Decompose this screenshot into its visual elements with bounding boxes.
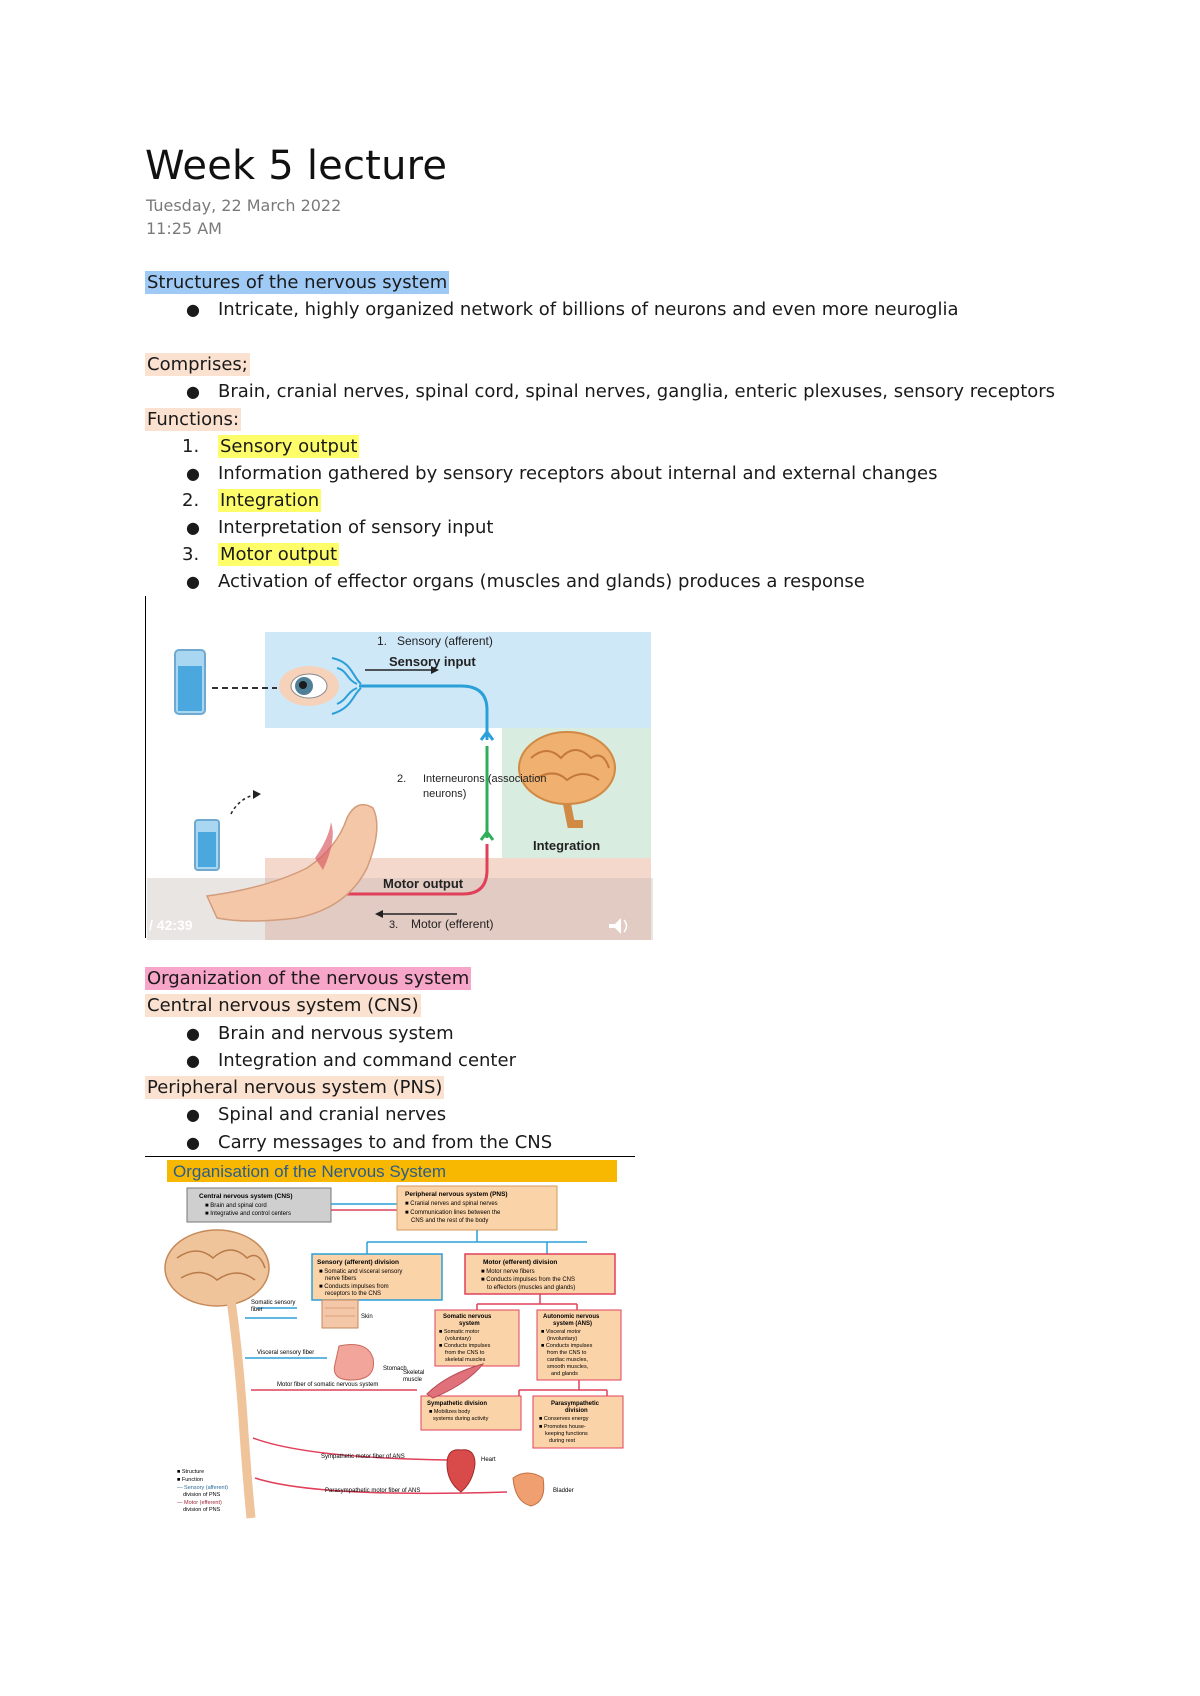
autonomic-box-line-6: smooth muscles, xyxy=(547,1364,589,1370)
cns-heading xyxy=(145,993,421,1019)
autonomic-box-line-2: (involuntary) xyxy=(547,1336,578,1342)
water-glass-icon xyxy=(175,650,205,714)
somatic-fiber-label: Somatic sensory xyxy=(251,1300,296,1306)
function-3-detail: Activation of effector organs (muscles and glands) produces a response xyxy=(218,571,865,592)
bullet-dot: ● xyxy=(186,1024,200,1043)
step1-number: 1. xyxy=(377,634,388,648)
sensory-box-line-4: receptors to the CNS xyxy=(325,1291,382,1297)
pns-box-line-2: ■ Communication lines between the xyxy=(405,1210,501,1216)
bullet-dot: ● xyxy=(186,518,200,537)
motor-box-line-1: ■ Motor nerve fibers xyxy=(481,1269,535,1275)
functions-heading-text: Functions: xyxy=(147,409,240,430)
sensory-box-line-3: ■ Conducts impulses from xyxy=(319,1284,389,1290)
function-1-detail: Information gathered by sensory receptors about internal and external changes xyxy=(218,463,938,484)
eye-icon xyxy=(279,666,339,706)
pns-box-line-3: CNS and the rest of the body xyxy=(411,1218,489,1224)
motor-somatic-label: Motor fiber of somatic nervous system xyxy=(277,1382,379,1388)
step2-number: 2. xyxy=(397,773,407,785)
motor-box-line-3: to effectors (muscles and glands) xyxy=(487,1285,576,1291)
bullet-dot: ● xyxy=(186,300,200,319)
insertion-cursor-line xyxy=(145,596,146,938)
pns-heading-text: Peripheral nervous system (PNS) xyxy=(147,1077,443,1098)
pns-box-line-1: ■ Cranial nerves and spinal nerves xyxy=(405,1201,498,1207)
bullet-dot: ● xyxy=(186,1133,200,1152)
somatic-box-line-5: skeletal muscles xyxy=(445,1357,486,1363)
sympathetic-box-line-1: ■ Mobilizes body xyxy=(429,1409,471,1415)
heart-label: Heart xyxy=(481,1457,496,1463)
skin-label: Skin xyxy=(361,1314,373,1320)
motor-output-label: Motor output xyxy=(383,876,464,891)
legend-line-4: division of PNS xyxy=(183,1492,221,1498)
stomach-label: Stomach xyxy=(383,1366,407,1372)
somatic-box-line-3: ■ Conducts impulses xyxy=(439,1343,491,1349)
held-glass-icon xyxy=(195,820,219,870)
autonomic-box-line-4: from the CNS to xyxy=(547,1350,587,1356)
cns-box-line-1: ■ Brain and spinal cord xyxy=(205,1203,267,1209)
somatic-box-title: Somatic nervous xyxy=(443,1314,492,1320)
bullet-dot: ● xyxy=(186,464,200,483)
motor-box-line-2: ■ Conducts impulses from the CNS xyxy=(481,1277,575,1283)
motor-efferent-label: Motor (efferent) xyxy=(411,917,494,931)
bullet-dot: ● xyxy=(186,572,200,591)
cns-box-line-2: ■ Integrative and control centers xyxy=(205,1211,292,1217)
pns-bullet-2: Carry messages to and from the CNS xyxy=(218,1132,553,1153)
sympathetic-box-title: Sympathetic division xyxy=(427,1401,488,1407)
autonomic-box-title-2: system (ANS) xyxy=(553,1321,593,1327)
function-2-number: 2. xyxy=(182,490,200,511)
video-frame[interactable] xyxy=(147,618,653,940)
parasympathetic-box-line-1: ■ Conserves energy xyxy=(539,1416,589,1422)
visceral-fiber-label: Visceral sensory fiber xyxy=(257,1350,315,1356)
sensory-box-line-2: nerve fibers xyxy=(325,1276,357,1282)
bullet-dot: ● xyxy=(186,1105,200,1124)
autonomic-box-line-5: cardiac muscles, xyxy=(547,1357,588,1363)
autonomic-box-title: Autonomic nervous xyxy=(543,1314,600,1320)
bladder-label: Bladder xyxy=(553,1488,574,1494)
skeletal-label: Skeletal xyxy=(403,1370,425,1376)
organisation-diagram xyxy=(147,1158,637,1534)
interneurons-label-2: neurons) xyxy=(423,788,467,800)
autonomic-box-line-1: ■ Visceral motor xyxy=(541,1329,581,1335)
page-date: Tuesday, 22 March 2022 xyxy=(146,196,342,215)
sympathetic-box-line-2: systems during activity xyxy=(433,1416,489,1422)
legend-line-5: — Motor (efferent) xyxy=(177,1500,222,1506)
legend-line-6: division of PNS xyxy=(183,1507,221,1513)
motor-box-title: Motor (efferent) division xyxy=(483,1259,558,1266)
pns-box-title: Peripheral nervous system (PNS) xyxy=(405,1191,508,1198)
legend-line-3: — Sensory (afferent) xyxy=(177,1485,228,1491)
stomach-icon xyxy=(334,1345,373,1381)
function-3-label-text: Motor output xyxy=(220,544,338,565)
comprises-bullet: Brain, cranial nerves, spinal cord, spinal nerves, ganglia, enteric plexuses, sensory receptors xyxy=(218,381,1056,402)
somatic-fiber-label-2: fiber xyxy=(251,1307,263,1313)
comprises-heading-text: Comprises; xyxy=(147,354,248,375)
diagram-banner-text: Organisation of the Nervous System xyxy=(173,1162,447,1181)
sensory-input-label: Sensory input xyxy=(389,654,476,669)
function-2-label-text: Integration xyxy=(220,490,320,511)
structures-bullet: Intricate, highly organized network of billions of neurons and even more neuroglia xyxy=(218,299,959,320)
page-title: Week 5 lecture xyxy=(145,143,448,189)
organization-heading xyxy=(145,966,471,992)
cns-bullet-2: Integration and command center xyxy=(218,1050,516,1071)
section-divider xyxy=(145,1156,635,1157)
sensory-afferent-label: Sensory (afferent) xyxy=(397,634,493,648)
integration-label: Integration xyxy=(533,838,601,853)
page-time: 11:25 AM xyxy=(146,219,222,238)
function-1-label-text: Sensory output xyxy=(220,436,358,457)
step3-number: 3. xyxy=(389,919,399,931)
parasympathetic-box-line-2: ■ Promotes house- xyxy=(539,1424,586,1430)
legend-line-2: ■ Function xyxy=(177,1477,203,1483)
cns-heading-text: Central nervous system (CNS) xyxy=(147,995,419,1016)
functions-heading xyxy=(145,407,241,433)
somatic-box-line-1: ■ Somatic motor xyxy=(439,1329,480,1335)
function-2-detail: Interpretation of sensory input xyxy=(218,517,494,538)
skin-icon xyxy=(322,1300,358,1328)
function-1-label xyxy=(218,434,359,460)
parasympathetic-box-title-2: division xyxy=(565,1408,588,1414)
pns-bullet-1: Spinal and cranial nerves xyxy=(218,1104,447,1125)
autonomic-box-line-7: and glands xyxy=(551,1371,578,1377)
structures-heading xyxy=(145,270,449,296)
function-3-number: 3. xyxy=(182,544,200,565)
comprises-heading xyxy=(145,352,250,378)
parasympathetic-fiber-label: Parasympathetic motor fiber of ANS xyxy=(325,1488,421,1494)
structures-heading-text: Structures of the nervous system xyxy=(147,272,448,293)
parasympathetic-box-line-4: during rest xyxy=(549,1438,575,1444)
function-3-label xyxy=(218,542,339,568)
sensory-box-title: Sensory (afferent) division xyxy=(317,1259,399,1266)
function-2-label xyxy=(218,488,321,514)
somatic-box-line-4: from the CNS to xyxy=(445,1350,485,1356)
autonomic-box-line-3: ■ Conducts impulses xyxy=(541,1343,593,1349)
video-duration: / 42:39 xyxy=(149,917,193,933)
cns-box-title: Central nervous system (CNS) xyxy=(199,1193,293,1200)
pns-heading xyxy=(145,1075,444,1101)
bullet-dot: ● xyxy=(186,1051,200,1070)
legend-line-1: ■ Structure xyxy=(177,1469,205,1475)
function-1-number: 1. xyxy=(182,436,200,457)
bullet-dot: ● xyxy=(186,382,200,401)
sensory-box-line-1: ■ Somatic and visceral sensory xyxy=(319,1269,403,1275)
cns-bullet-1: Brain and nervous system xyxy=(218,1023,454,1044)
parasympathetic-box-line-3: keeping functions xyxy=(545,1431,588,1437)
interneurons-label: Interneurons (association xyxy=(423,773,547,785)
somatic-box-title-2: system xyxy=(459,1321,480,1327)
parasympathetic-box-title: Parasympathetic xyxy=(551,1401,600,1407)
sympathetic-fiber-label: Sympathetic motor fiber of ANS xyxy=(321,1454,405,1460)
somatic-box-line-2: (voluntary) xyxy=(445,1336,471,1342)
organization-heading-text: Organization of the nervous system xyxy=(147,968,470,989)
muscle-label: muscle xyxy=(403,1377,423,1383)
